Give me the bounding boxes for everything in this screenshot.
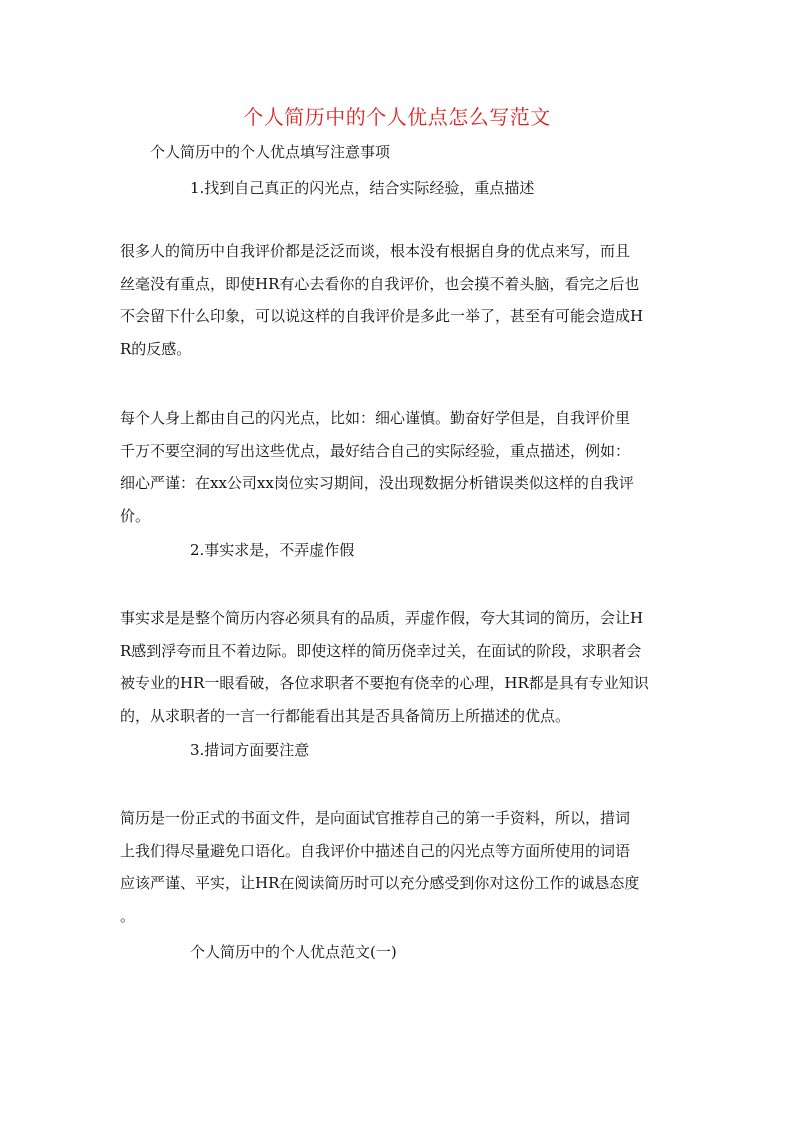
- paragraph-line: R的反感。: [120, 339, 192, 358]
- paragraph-line: 。: [120, 906, 136, 925]
- paragraph-line: 被专业的HR一眼看破，各位求职者不要抱有侥幸的心理，HR都是具有专业知识: [120, 674, 649, 692]
- paragraph-line: 每个人身上都由自己的闪光点，比如：细心谨慎。勤奋好学但是，自我评价里: [120, 409, 631, 427]
- section-heading-1: 1.找到自己真正的闪光点，结合实际经验，重点描述: [190, 179, 535, 197]
- paragraph-line: 很多人的简历中自我评价都是泛泛而谈，根本没有根据自身的优点来写，而且: [120, 242, 631, 260]
- paragraph-line: 细心严谨：在xx公司xx岗位实习期间，没出现数据分析错误类似这样的自我评: [120, 474, 634, 492]
- sample-heading: 个人简历中的个人优点范文(一): [190, 943, 397, 961]
- paragraph-line: 价。: [120, 506, 151, 525]
- paragraph-line: 上我们得尽量避免口语化。自我评价中描述自己的闪光点等方面所使用的词语: [120, 841, 631, 860]
- paragraph-line: R感到浮夸而且不着边际。即使这样的简历侥幸过关，在面试的阶段，求职者会: [120, 641, 642, 660]
- paragraph-line: 的，从求职者的一言一行都能看出其是否具备简历上所描述的优点。: [120, 706, 571, 725]
- paragraph-line: 千万不要空洞的写出这些优点，最好结合自己的实际经验，重点描述，例如：: [120, 441, 631, 460]
- paragraph: [120, 235, 680, 365]
- section-heading-3: 3.措词方面要注意: [190, 741, 310, 759]
- section-heading-2: 2.事实求是，不弄虚作假: [190, 541, 355, 559]
- paragraph-line: 应该严谨、平实，让HR在阅读简历时可以充分感受到你对这份工作的诚恳态度: [120, 874, 640, 892]
- paragraph: [120, 402, 680, 532]
- paragraph-line: 丝毫没有重点，即使HR有心去看你的自我评价，也会摸不着头脑，看完之后也: [120, 274, 640, 293]
- paragraph: [120, 602, 680, 732]
- paragraph-line: 简历是一份正式的书面文件，是向面试官推荐自己的第一手资料，所以，措词: [120, 809, 631, 827]
- paragraph: [120, 802, 680, 932]
- document-subtitle: 个人简历中的个人优点填写注意事项: [150, 143, 391, 161]
- paragraph-line: 事实求是是整个简历内容必须具有的品质，弄虚作假，夸大其词的简历，会让H: [120, 609, 644, 627]
- document-title: 个人简历中的个人优点怎么写范文: [243, 105, 551, 129]
- paragraph-line: 不会留下什么印象，可以说这样的自我评价是多此一举了，甚至有可能会造成H: [120, 307, 644, 325]
